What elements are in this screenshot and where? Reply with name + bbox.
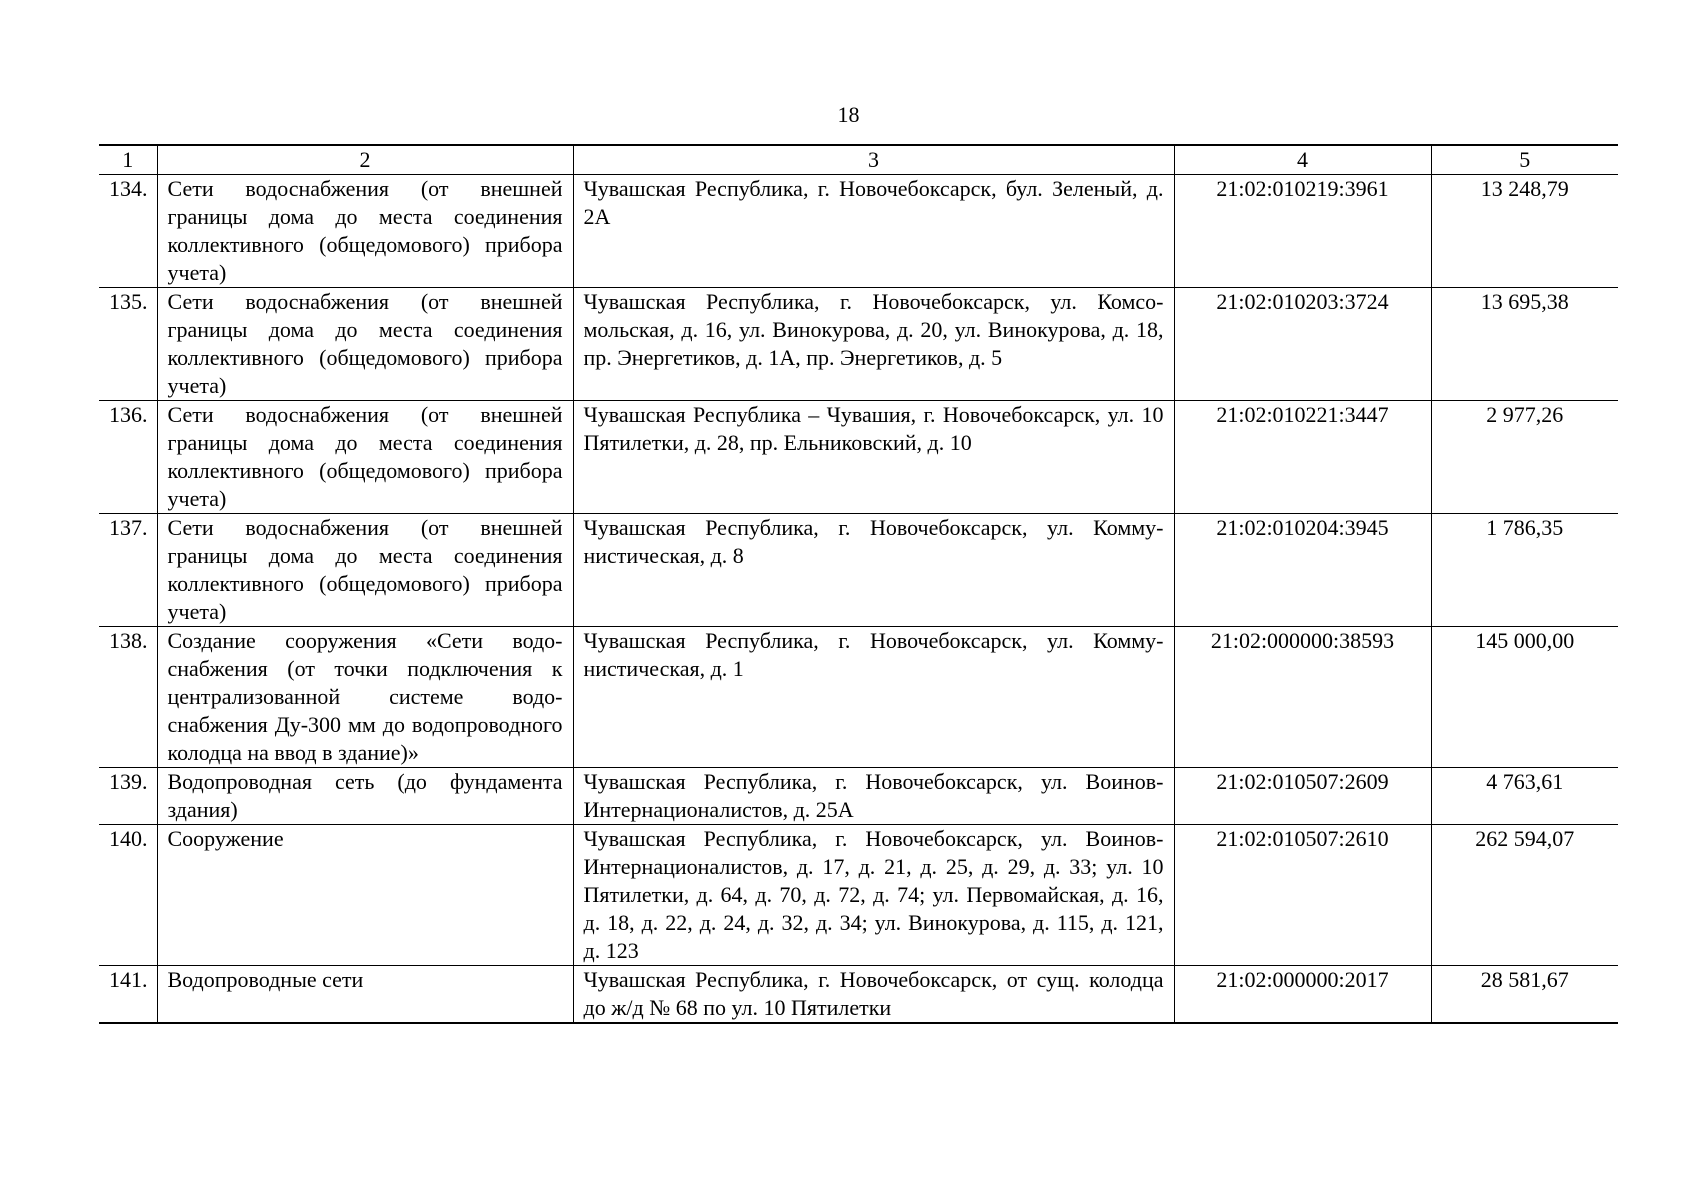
- table-row: [99, 401, 1618, 514]
- object-value: 13 248,79: [1431, 175, 1618, 288]
- column-header-2: 2: [157, 145, 573, 175]
- object-address: Чувашская Республика, г. Новочебоксарск, от сущ. колодца до ж/д № 68 по ул. 10 Пятилетки: [573, 966, 1174, 1024]
- table-row: [99, 825, 1618, 966]
- object-address: Чувашская Республика, г. Новочебоксарск, ул. Воинов-Интернационалистов, д. 17, д. 21, д. 25, д. 29, д. 33; ул. 10 Пятилетки, д. 64, д. 70, д. 72, д. 74; ул. Первомайская, д. 16, д. 18, д. 22, д. 24, д. 32, д. 34; ул. Винокурова, д. 115, д. 121, д. 123: [573, 825, 1174, 966]
- object-address: Чувашская Республика, г. Новочебоксарск, ул. Коммунистическая, д. 1: [573, 627, 1174, 768]
- object-value: 28 581,67: [1431, 966, 1618, 1024]
- cadastral-number: 21:02:000000:38593: [1174, 627, 1431, 768]
- object-name: Водопроводная сеть (до фундамента здания): [157, 768, 573, 825]
- row-number: 140.: [99, 825, 157, 966]
- object-value: 13 695,38: [1431, 288, 1618, 401]
- cadastral-number: 21:02:010507:2610: [1174, 825, 1431, 966]
- row-number: 139.: [99, 768, 157, 825]
- table-row: [99, 627, 1618, 768]
- property-registry-table: [99, 144, 1618, 1024]
- object-name: Сети водоснабжения (от внешней границы дома до места соединения коллективного (общедомового) прибора учета): [157, 514, 573, 627]
- row-number: 136.: [99, 401, 157, 514]
- row-number: 138.: [99, 627, 157, 768]
- object-value: 2 977,26: [1431, 401, 1618, 514]
- cadastral-number: 21:02:010221:3447: [1174, 401, 1431, 514]
- object-name: Водопроводные сети: [157, 966, 573, 1024]
- object-name: Сети водоснабжения (от внешней границы дома до места соединения коллективного (общедомового) прибора учета): [157, 175, 573, 288]
- column-header-3: 3: [573, 145, 1174, 175]
- row-number: 135.: [99, 288, 157, 401]
- column-header-5: 5: [1431, 145, 1618, 175]
- table-row: [99, 966, 1618, 1024]
- table-row: [99, 175, 1618, 288]
- object-name: Сети водоснабжения (от внешней границы дома до места соединения коллективного (общедомового) прибора учета): [157, 288, 573, 401]
- row-number: 137.: [99, 514, 157, 627]
- row-number: 134.: [99, 175, 157, 288]
- table-row: [99, 288, 1618, 401]
- table-row: [99, 514, 1618, 627]
- cadastral-number: 21:02:010204:3945: [1174, 514, 1431, 627]
- object-name: Создание сооружения «Сети водоснабжения (от точки подключения к централизованной системе водоснабжения Ду-300 мм до водопроводного колодца на ввод в здание)»: [157, 627, 573, 768]
- object-address: Чувашская Республика – Чувашия, г. Новочебоксарск, ул. 10 Пятилетки, д. 28, пр. Ельниковский, д. 10: [573, 401, 1174, 514]
- column-header-1: 1: [99, 145, 157, 175]
- table-header-row: [99, 145, 1618, 175]
- object-value: 262 594,07: [1431, 825, 1618, 966]
- row-number: 141.: [99, 966, 157, 1024]
- object-address: Чувашская Республика, г. Новочебоксарск, ул. Комсомольская, д. 16, ул. Винокурова, д. 20, ул. Винокурова, д. 18, пр. Энергетиков, д. 1А, пр. Энергетиков, д. 5: [573, 288, 1174, 401]
- object-address: Чувашская Республика, г. Новочебоксарск, бул. Зеленый, д. 2А: [573, 175, 1174, 288]
- column-header-4: 4: [1174, 145, 1431, 175]
- cadastral-number: 21:02:010219:3961: [1174, 175, 1431, 288]
- object-name: Сооружение: [157, 825, 573, 966]
- object-value: 4 763,61: [1431, 768, 1618, 825]
- cadastral-number: 21:02:010203:3724: [1174, 288, 1431, 401]
- object-address: Чувашская Республика, г. Новочебоксарск, ул. Воинов-Интернационалистов, д. 25А: [573, 768, 1174, 825]
- page-number: 18: [837, 102, 860, 127]
- object-value: 145 000,00: [1431, 627, 1618, 768]
- object-name: Сети водоснабжения (от внешней границы дома до места соединения коллективного (общедомового) прибора учета): [157, 401, 573, 514]
- object-address: Чувашская Республика, г. Новочебоксарск, ул. Коммунистическая, д. 8: [573, 514, 1174, 627]
- cadastral-number: 21:02:000000:2017: [1174, 966, 1431, 1024]
- object-value: 1 786,35: [1431, 514, 1618, 627]
- table-row: [99, 768, 1618, 825]
- cadastral-number: 21:02:010507:2609: [1174, 768, 1431, 825]
